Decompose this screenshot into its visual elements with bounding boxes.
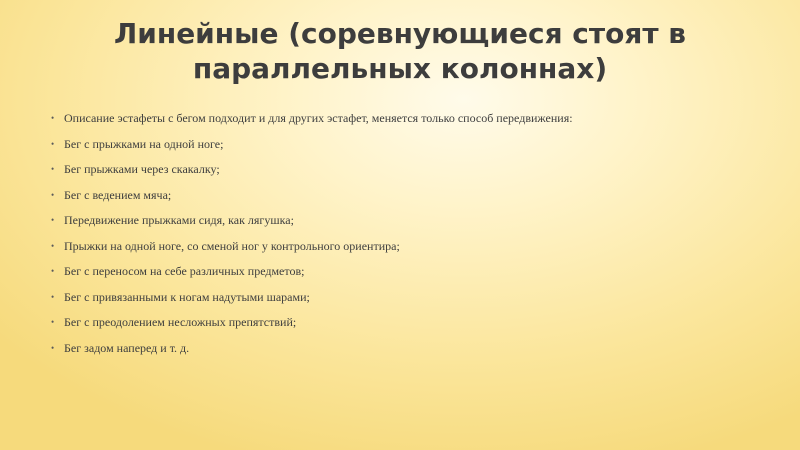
slide-title: Линейные (соревнующиеся стоят в параллельных колоннах)	[113, 17, 687, 85]
list-item	[51, 136, 573, 162]
list-item-text: Бег с ведением мяча;	[64, 187, 172, 202]
list-item	[51, 187, 573, 213]
bullet-list	[51, 110, 573, 365]
bullet-icon: •	[51, 164, 55, 174]
list-item-text: Бег с преодолением несложных препятствий;	[64, 315, 297, 329]
bullet-icon: •	[51, 240, 55, 251]
bullet-icon: •	[51, 291, 55, 302]
list-item-text: Бег с переносом на себе различных предметов;	[64, 264, 305, 278]
list-item-text: Бег с прыжками на одной ноге;	[64, 136, 224, 151]
list-item-text: Прыжки на одной ноге, со сменой ног у контрольного ориентира;	[64, 238, 400, 253]
list-item	[51, 289, 573, 315]
list-item	[51, 263, 573, 289]
list-item	[51, 110, 573, 136]
list-item-text: Бег задом наперед и т. д.	[64, 340, 190, 355]
bullet-icon: •	[51, 189, 55, 200]
bullet-icon: •	[51, 138, 55, 149]
bullet-icon: •	[51, 215, 55, 225]
list-item-text: Передвижение прыжками сидя, как лягушка;	[64, 213, 294, 227]
bullet-icon: •	[51, 342, 55, 353]
list-item-text: Бег с привязанными к ногам надутыми шарами;	[64, 289, 310, 304]
bullet-icon: •	[51, 266, 55, 276]
list-item	[51, 161, 573, 187]
list-item	[51, 340, 573, 366]
list-item	[51, 212, 573, 238]
list-item	[51, 314, 573, 340]
list-item-text: Бег прыжками через скакалку;	[64, 162, 220, 176]
bullet-icon: •	[51, 113, 55, 123]
bullet-icon: •	[51, 317, 55, 327]
list-item	[51, 238, 573, 264]
list-item-text: Описание эстафеты с бегом подходит и для других эстафет, меняется только способ передвижения:	[64, 111, 573, 125]
